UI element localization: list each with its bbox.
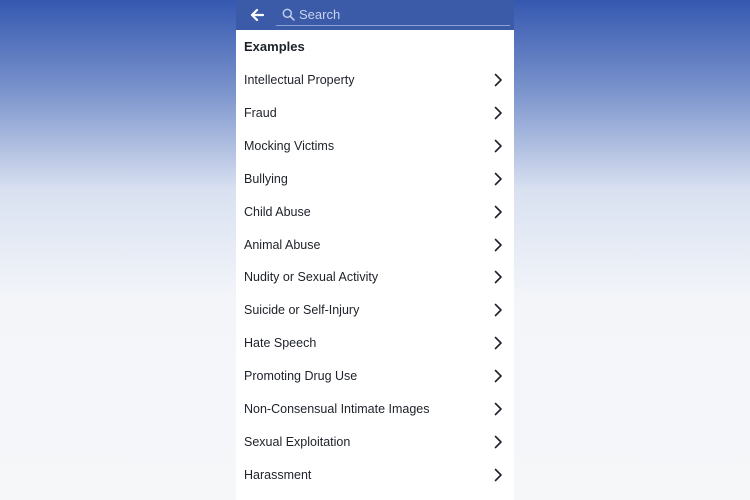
chevron-right-icon [492,204,504,220]
list-item-label: Intellectual Property [244,73,355,88]
list-item-bullying[interactable] [236,163,514,196]
list-item-fraud[interactable] [236,97,514,130]
list-item-label: Promoting Drug Use [244,369,358,384]
list-item-hate-speech[interactable] [236,327,514,360]
list-item-suicide-or-self-injury[interactable] [236,294,514,327]
list-item-nudity-or-sexual-activity[interactable] [236,261,514,294]
list-item-intellectual-property[interactable] [236,64,514,97]
chevron-right-icon [492,467,504,483]
examples-list [236,64,514,491]
chevron-right-icon [492,171,504,187]
chevron-right-icon [492,105,504,121]
list-item-mocking-victims[interactable] [236,130,514,163]
back-arrow-icon [249,7,265,23]
list-item-label: Nudity or Sexual Activity [244,270,379,285]
chevron-right-icon [492,72,504,88]
list-item-label: Non-Consensual Intimate Images [244,401,430,416]
list-item-promoting-drug-use[interactable] [236,360,514,393]
list-item-label: Harassment [244,467,312,482]
chevron-right-icon [492,401,504,417]
search-icon [280,6,296,22]
chevron-right-icon [492,237,504,253]
list-item-label: Bullying [244,171,288,186]
list-item-label: Hate Speech [244,336,317,351]
list-item-sexual-exploitation[interactable] [236,425,514,458]
list-item-label: Child Abuse [244,204,311,219]
section-title: Examples [244,39,305,54]
search-input[interactable] [299,4,510,24]
chevron-right-icon [492,138,504,154]
list-item-label: Fraud [244,106,277,121]
phone-screen [236,0,514,500]
chevron-right-icon [492,335,504,351]
list-item-label: Sexual Exploitation [244,434,351,449]
list-item-label: Suicide or Self-Injury [244,303,360,318]
list-item-non-consensual-intimate-images[interactable] [236,392,514,425]
search-bar[interactable] [276,3,510,26]
chevron-right-icon [492,368,504,384]
chevron-right-icon [492,302,504,318]
top-bar [236,0,514,30]
list-item-label: Mocking Victims [244,139,335,154]
back-button[interactable] [246,4,268,26]
list-item-harassment[interactable] [236,458,514,491]
chevron-right-icon [492,269,504,285]
list-item-child-abuse[interactable] [236,195,514,228]
list-item-label: Animal Abuse [244,237,321,252]
chevron-right-icon [492,434,504,450]
list-item-animal-abuse[interactable] [236,228,514,261]
